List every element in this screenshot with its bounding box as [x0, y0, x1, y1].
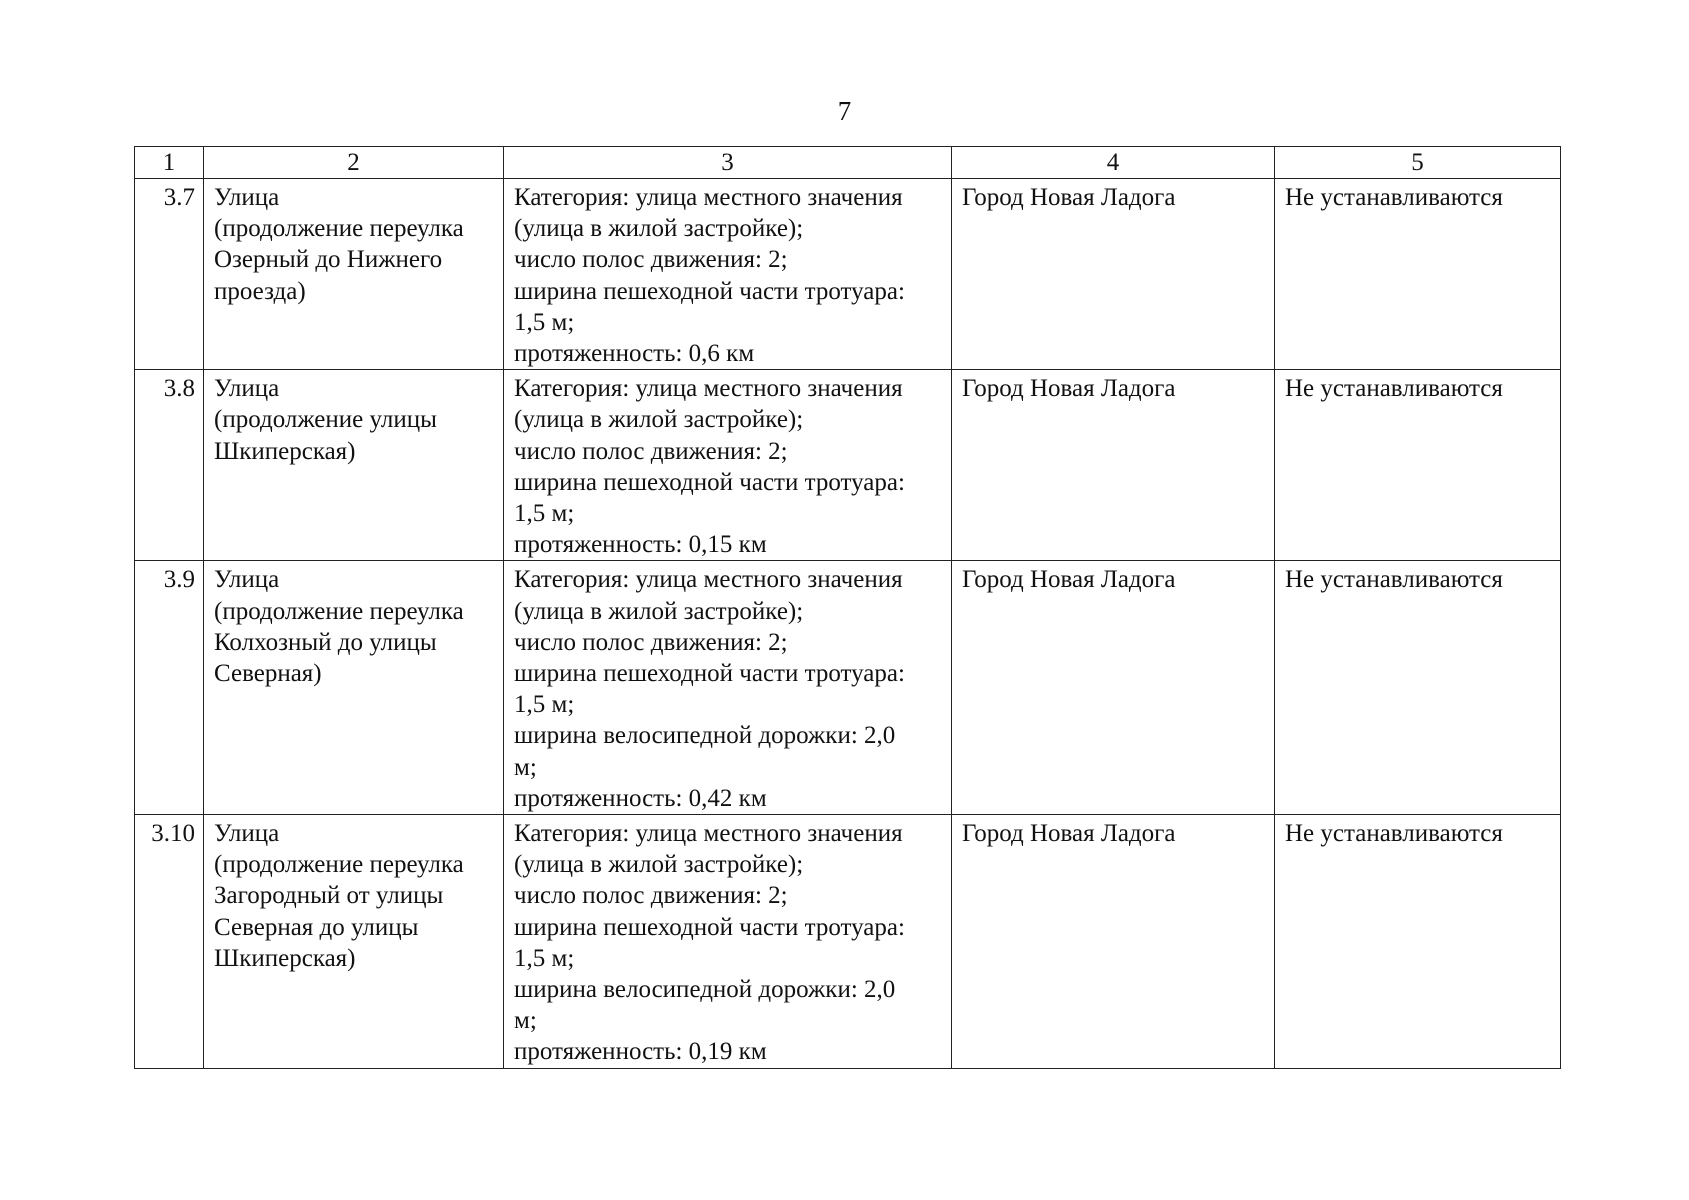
road-param-line: протяженность: 0,6 км: [514, 340, 755, 368]
road-name-line: Северная): [214, 660, 322, 688]
road-name-cell: [204, 179, 504, 370]
road-name-line: Шкиперская): [214, 437, 356, 465]
road-name-line: (продолжение переулка: [214, 215, 464, 243]
road-param-line: Категория: улица местного значения: [514, 184, 903, 211]
header-cell-5: 5: [1275, 147, 1561, 179]
road-param-line: (улица в жилой застройке);: [514, 597, 804, 625]
road-name-cell: [204, 561, 504, 815]
road-name-line: (продолжение улицы: [214, 406, 437, 434]
row-number: 3.10: [135, 815, 204, 1069]
road-name-cell: [204, 370, 504, 561]
road-param-line: м;: [514, 1007, 537, 1035]
road-params-cell: [504, 561, 952, 815]
header-cell-4: 4: [952, 147, 1275, 179]
road-name-line: Улица: [214, 820, 280, 848]
road-param-line: протяженность: 0,15 км: [514, 531, 767, 559]
row-number: 3.9: [135, 561, 204, 815]
road-param-line: ширина пешеходной части тротуара:: [514, 660, 905, 688]
table-row: [135, 179, 1561, 370]
road-param-line: 1,5 м;: [514, 944, 575, 972]
road-param-line: протяженность: 0,42 км: [514, 784, 767, 812]
road-param-line: число полос движения: 2;: [514, 246, 788, 274]
road-name-line: проезда): [214, 277, 306, 305]
road-params-cell: [504, 370, 952, 561]
road-param-line: число полос движения: 2;: [514, 628, 788, 656]
row-number: 3.7: [135, 179, 204, 370]
road-param-line: ширина пешеходной части тротуара:: [514, 277, 905, 305]
table-row: [135, 561, 1561, 815]
road-name-line: Озерный до Нижнего: [214, 246, 443, 274]
road-param-line: 1,5 м;: [514, 500, 575, 528]
header-cell-2: 2: [204, 147, 504, 179]
road-param-line: м;: [514, 753, 537, 781]
road-name-line: Шкиперская): [214, 944, 356, 972]
road-param-line: 1,5 м;: [514, 691, 575, 719]
road-param-line: Категория: улица местного значения: [514, 566, 903, 594]
road-param-line: ширина пешеходной части тротуара:: [514, 468, 905, 496]
location-cell: Город Новая Ладога: [952, 370, 1275, 561]
header-cell-3: 3: [504, 147, 952, 179]
road-param-line: число полос движения: 2;: [514, 437, 788, 465]
road-param-line: Категория: улица местного значения: [514, 820, 903, 848]
road-name-cell: [204, 815, 504, 1069]
road-name-line: Колхозный до улицы: [214, 628, 437, 656]
road-name-line: Улица: [214, 375, 280, 403]
table-header-row: [135, 147, 1561, 179]
note-cell: Не устанавливаются: [1275, 815, 1561, 1069]
road-param-line: 1,5 м;: [514, 308, 575, 336]
roads-table: [134, 146, 1561, 1069]
header-cell-1: 1: [135, 147, 204, 179]
row-number: 3.8: [135, 370, 204, 561]
road-param-line: ширина пешеходной части тротуара:: [514, 913, 905, 941]
road-param-line: протяженность: 0,19 км: [514, 1038, 767, 1066]
road-name-line: (продолжение переулка: [214, 597, 464, 625]
road-name-line: (продолжение переулка: [214, 851, 464, 879]
table-row: [135, 370, 1561, 561]
road-param-line: (улица в жилой застройке);: [514, 215, 804, 243]
road-param-line: ширина велосипедной дорожки: 2,0: [514, 722, 896, 750]
table-row: [135, 815, 1561, 1069]
note-cell: Не устанавливаются: [1275, 179, 1561, 370]
road-name-line: Северная до улицы: [214, 913, 419, 941]
location-cell: Город Новая Ладога: [952, 815, 1275, 1069]
note-cell: Не устанавливаются: [1275, 561, 1561, 815]
note-cell: Не устанавливаются: [1275, 370, 1561, 561]
page-number: 7: [837, 96, 852, 126]
road-name-line: Загородный от улицы: [214, 882, 444, 910]
road-param-line: число полос движения: 2;: [514, 882, 788, 910]
road-param-line: (улица в жилой застройке);: [514, 406, 804, 434]
road-params-cell: [504, 815, 952, 1069]
road-param-line: Категория: улица местного значения: [514, 375, 903, 403]
road-name-line: Улица: [214, 184, 280, 211]
road-param-line: ширина велосипедной дорожки: 2,0: [514, 976, 896, 1004]
location-cell: Город Новая Ладога: [952, 561, 1275, 815]
road-name-line: Улица: [214, 566, 280, 594]
road-params-cell: [504, 179, 952, 370]
road-param-line: (улица в жилой застройке);: [514, 851, 804, 879]
location-cell: Город Новая Ладога: [952, 179, 1275, 370]
